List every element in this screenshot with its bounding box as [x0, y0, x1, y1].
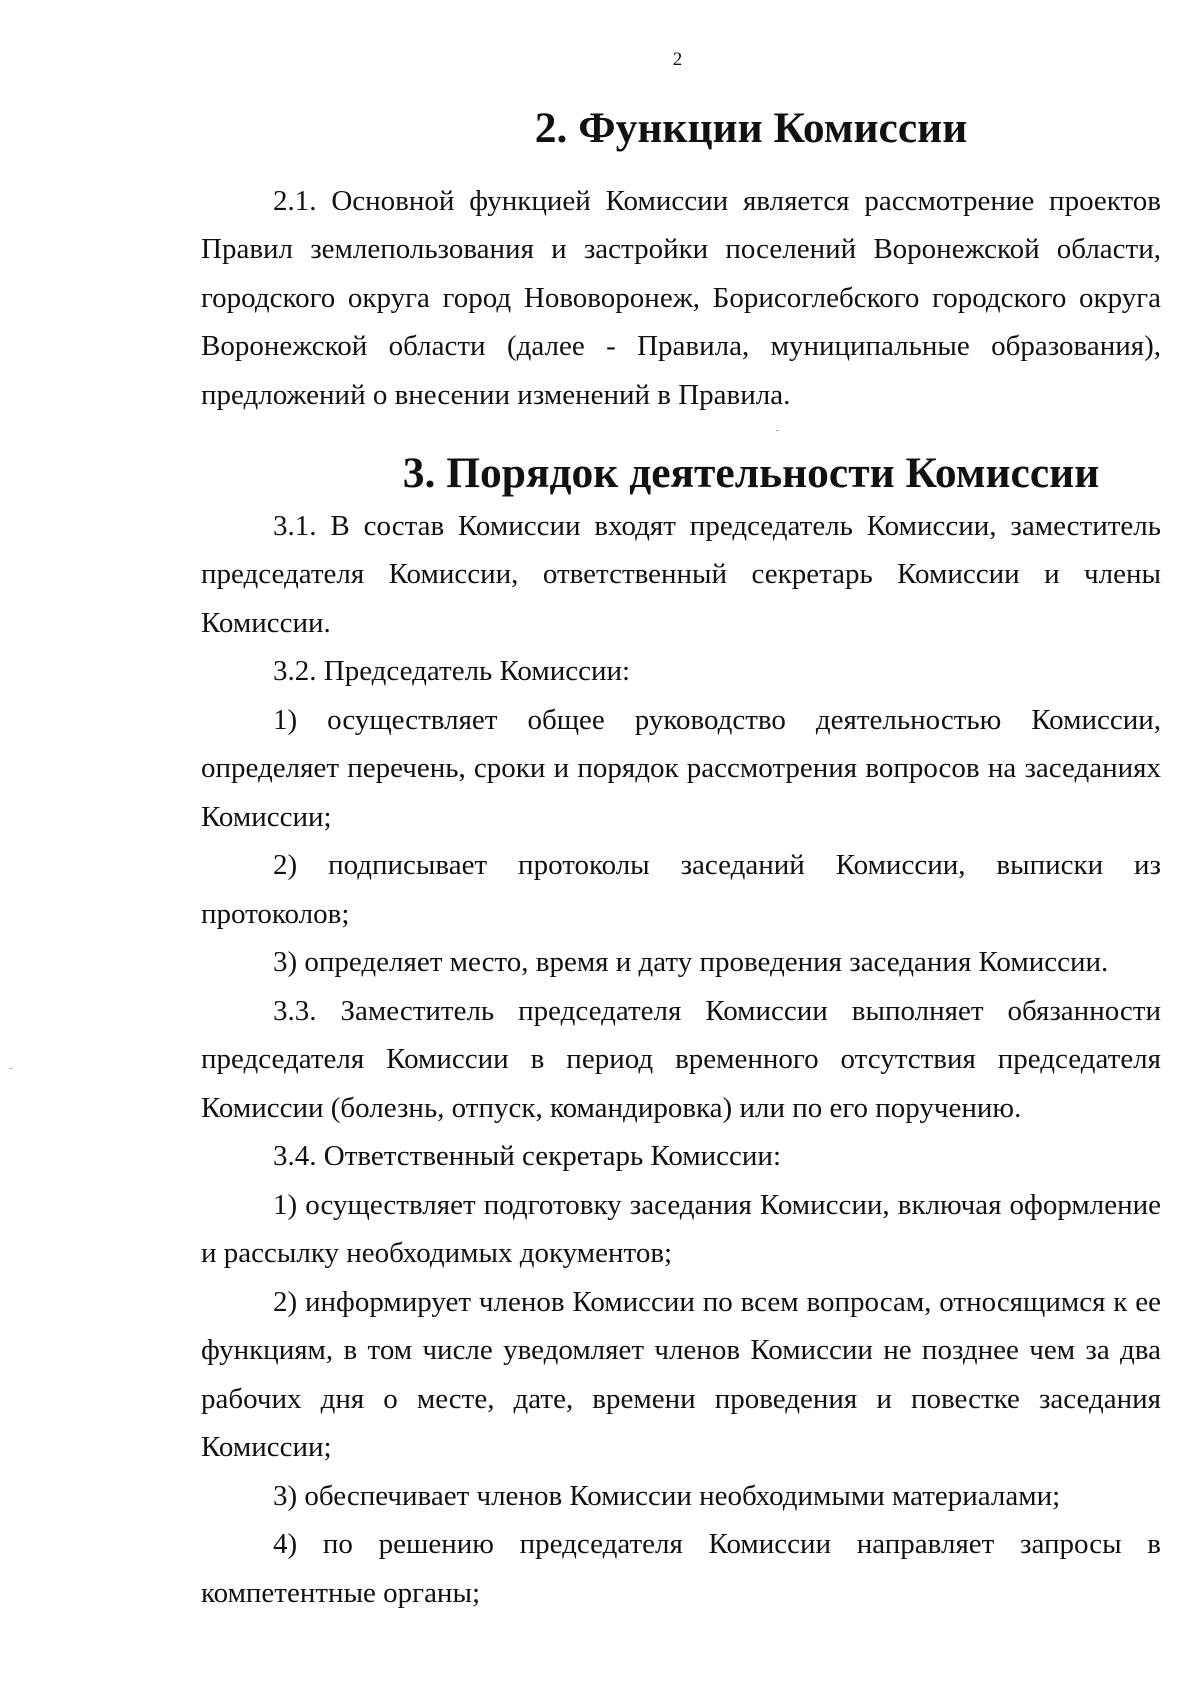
paragraph-3-1: 3.1. В состав Комиссии входят председатель Комиссии, заместитель председателя Комиссии, ответственный секретарь Комиссии и члены Комиссии.: [201, 509, 1161, 639]
paragraph-3-4-item-3: 3) обеспечивает членов Комиссии необходимыми материалами;: [273, 1479, 1061, 1512]
document-body: [201, 104, 1161, 1617]
section-3-heading: 3. Порядок деятельности Комиссии: [402, 449, 1100, 497]
section-2-heading: 2. Функции Комиссии: [534, 104, 968, 152]
paragraph-3-4-item-2: 2) информирует членов Комиссии по всем вопросам, относящимся к ее функциям, в том числе уведомляет членов Комиссии не позднее чем за два рабочих дня о месте, дате, времени проведения и повестке заседания Комиссии;: [201, 1285, 1161, 1463]
paragraph-3-4: 3.4. Ответственный секретарь Комиссии:: [273, 1140, 782, 1172]
page-number: 2: [672, 49, 683, 70]
paragraph-3-4-item-4: 4) по решению председателя Комиссии направляет запросы в компетентные органы;: [201, 1528, 1161, 1609]
paragraph-3-3: 3.3. Заместитель председателя Комиссии выполняет обязанности председателя Комиссии в период временного отсутствия председателя Комиссии (болезнь, отпуск, командировка) или по его поручению.: [201, 994, 1161, 1124]
scan-speck: [776, 430, 778, 431]
paragraph-3-4-item-1: 1) осуществляет подготовку заседания Комиссии, включая оформление и рассылку необходимых документов;: [201, 1188, 1161, 1269]
paragraph-3-2-item-1: 1) осуществляет общее руководство деятельностью Комиссии, определяет перечень, сроки и порядок рассмотрения вопросов на заседаниях Комиссии;: [201, 703, 1161, 833]
paragraph-3-2: 3.2. Председатель Комиссии:: [273, 655, 631, 687]
paragraph-3-2-item-3: 3) определяет место, время и дату проведения заседания Комиссии.: [273, 946, 1109, 978]
paragraph-3-2-item-2: 2) подписывает протоколы заседаний Комиссии, выписки из протоколов;: [201, 849, 1161, 930]
scan-speck: [10, 1068, 12, 1069]
paragraph-2-1: 2.1. Основной функцией Комиссии является рассмотрение проектов Правил землепользования и застройки поселений Воронежской области, городского округа город Нововоронеж, Борисоглебского городского округа Воронежской области (далее - Правила, муниципальные образования), предложений о внесении изменений в Правила.: [201, 184, 1161, 411]
